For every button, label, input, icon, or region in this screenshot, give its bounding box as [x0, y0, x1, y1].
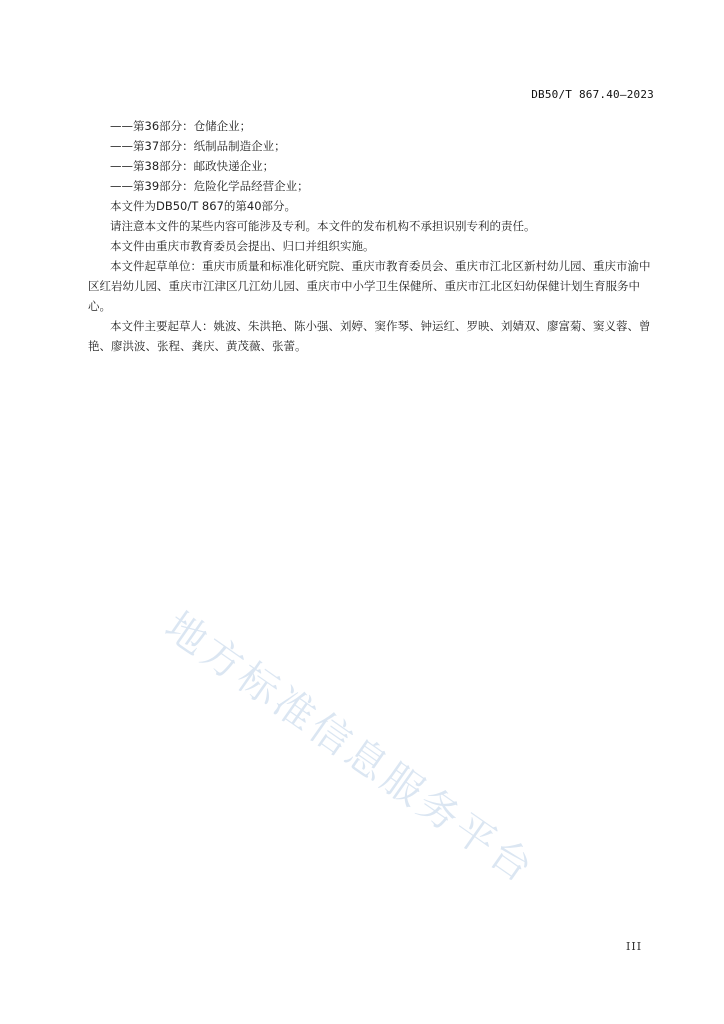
parts-list-item: ——第38部分：邮政快递企业；	[110, 159, 275, 173]
standard-code: DB50/T 867.40—2023	[531, 88, 654, 101]
drafting-units-paragraph: 本文件起草单位：重庆市质量和标准化研究院、重庆市教育委员会、重庆市江北区新村幼儿园、重庆市渝中区红岩幼儿园、重庆市江津区几江幼儿园、重庆市中小学卫生保健所、重庆市江北区妇幼保健计划生育服务中心。	[88, 259, 651, 313]
patent-notice-paragraph: 请注意本文件的某些内容可能涉及专利。本文件的发布机构不承担识别专利的责任。	[110, 219, 536, 233]
page-number: III	[626, 940, 643, 953]
proposer-paragraph: 本文件由重庆市教育委员会提出、归口并组织实施。	[110, 239, 375, 253]
parts-list-item: ——第36部分：仓储企业；	[110, 119, 252, 133]
parts-list-item: ——第39部分：危险化学品经营企业；	[110, 179, 309, 193]
foreword-body	[88, 116, 654, 356]
drafters-paragraph: 本文件主要起草人：姚波、朱洪艳、陈小强、刘婷、窦作琴、钟运红、罗映、刘婧双、廖富菊、窦义蓉、曾艳、廖洪波、张程、龚庆、黄茂薇、张蕾。	[88, 319, 651, 353]
part-statement-paragraph: 本文件为DB50/T 867的第40部分。	[110, 199, 297, 213]
watermark-text: 地方标准信息服务平台	[156, 603, 544, 894]
parts-list-item: ——第37部分：纸制品制造企业；	[110, 139, 286, 153]
